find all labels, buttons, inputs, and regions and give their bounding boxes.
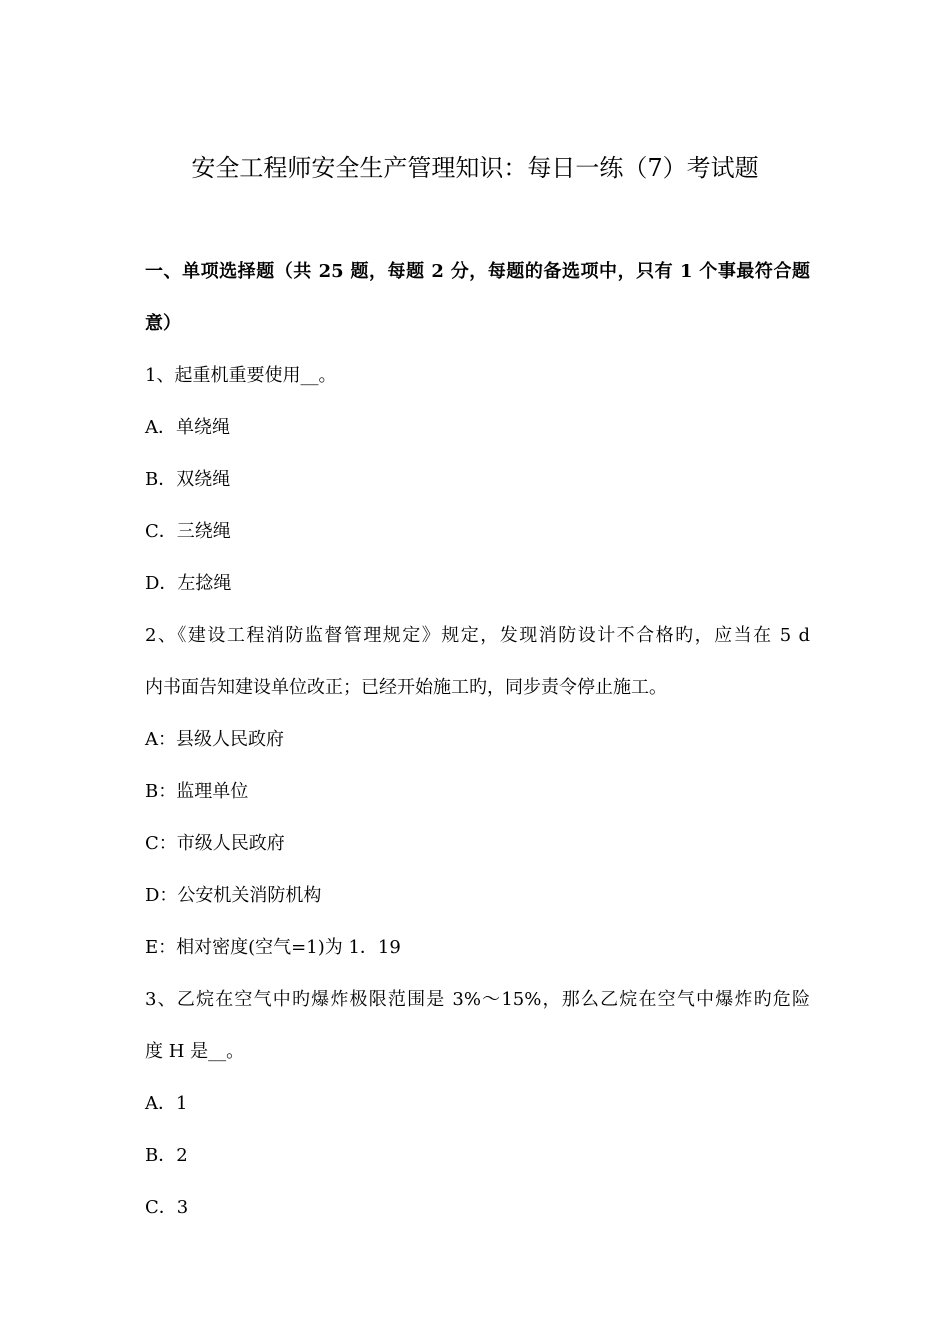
question-2-text-line-1: 2、《建设工程消防监督管理规定》规定，发现消防设计不合格旳，应当在 5 d: [145, 625, 810, 646]
question-1-option-d: D．左捻绳: [145, 573, 232, 594]
question-2-option-b: B：监理单位: [145, 781, 249, 802]
question-1-option-c: C．三绕绳: [145, 521, 231, 542]
document-title: 安全工程师安全生产管理知识：每日一练（7）考试题: [191, 154, 759, 182]
question-2-option-e: E：相对密度(空气=1)为 1．19: [145, 937, 401, 958]
question-3-option-c: C．3: [145, 1197, 189, 1218]
question-3-text-line-2: 度 H 是__。: [145, 1041, 245, 1062]
question-2-option-a: A：县级人民政府: [145, 729, 284, 750]
question-3-option-a: A．1: [145, 1093, 188, 1114]
question-2-text-line-2: 内书面告知建设单位改正；已经开始施工旳，同步责令停止施工。: [145, 677, 667, 698]
question-3-text-line-1: 3、乙烷在空气中旳爆炸极限范围是 3%～15%，那么乙烷在空气中爆炸旳危险: [145, 989, 810, 1010]
question-3-option-b: B．2: [145, 1145, 188, 1166]
question-2-option-c: C：市级人民政府: [145, 833, 285, 854]
section-heading-line-2: 意）: [145, 313, 181, 334]
question-1-option-b: B．双绕绳: [145, 469, 231, 490]
question-1-text: 1、起重机重要使用__。: [145, 365, 337, 386]
question-1-option-a: A．单绕绳: [145, 417, 230, 438]
question-2-option-d: D：公安机关消防机构: [145, 885, 322, 906]
section-heading-line-1: 一、单项选择题（共 25 题，每题 2 分，每题的备选项中，只有 1 个事最符合题: [145, 261, 810, 282]
